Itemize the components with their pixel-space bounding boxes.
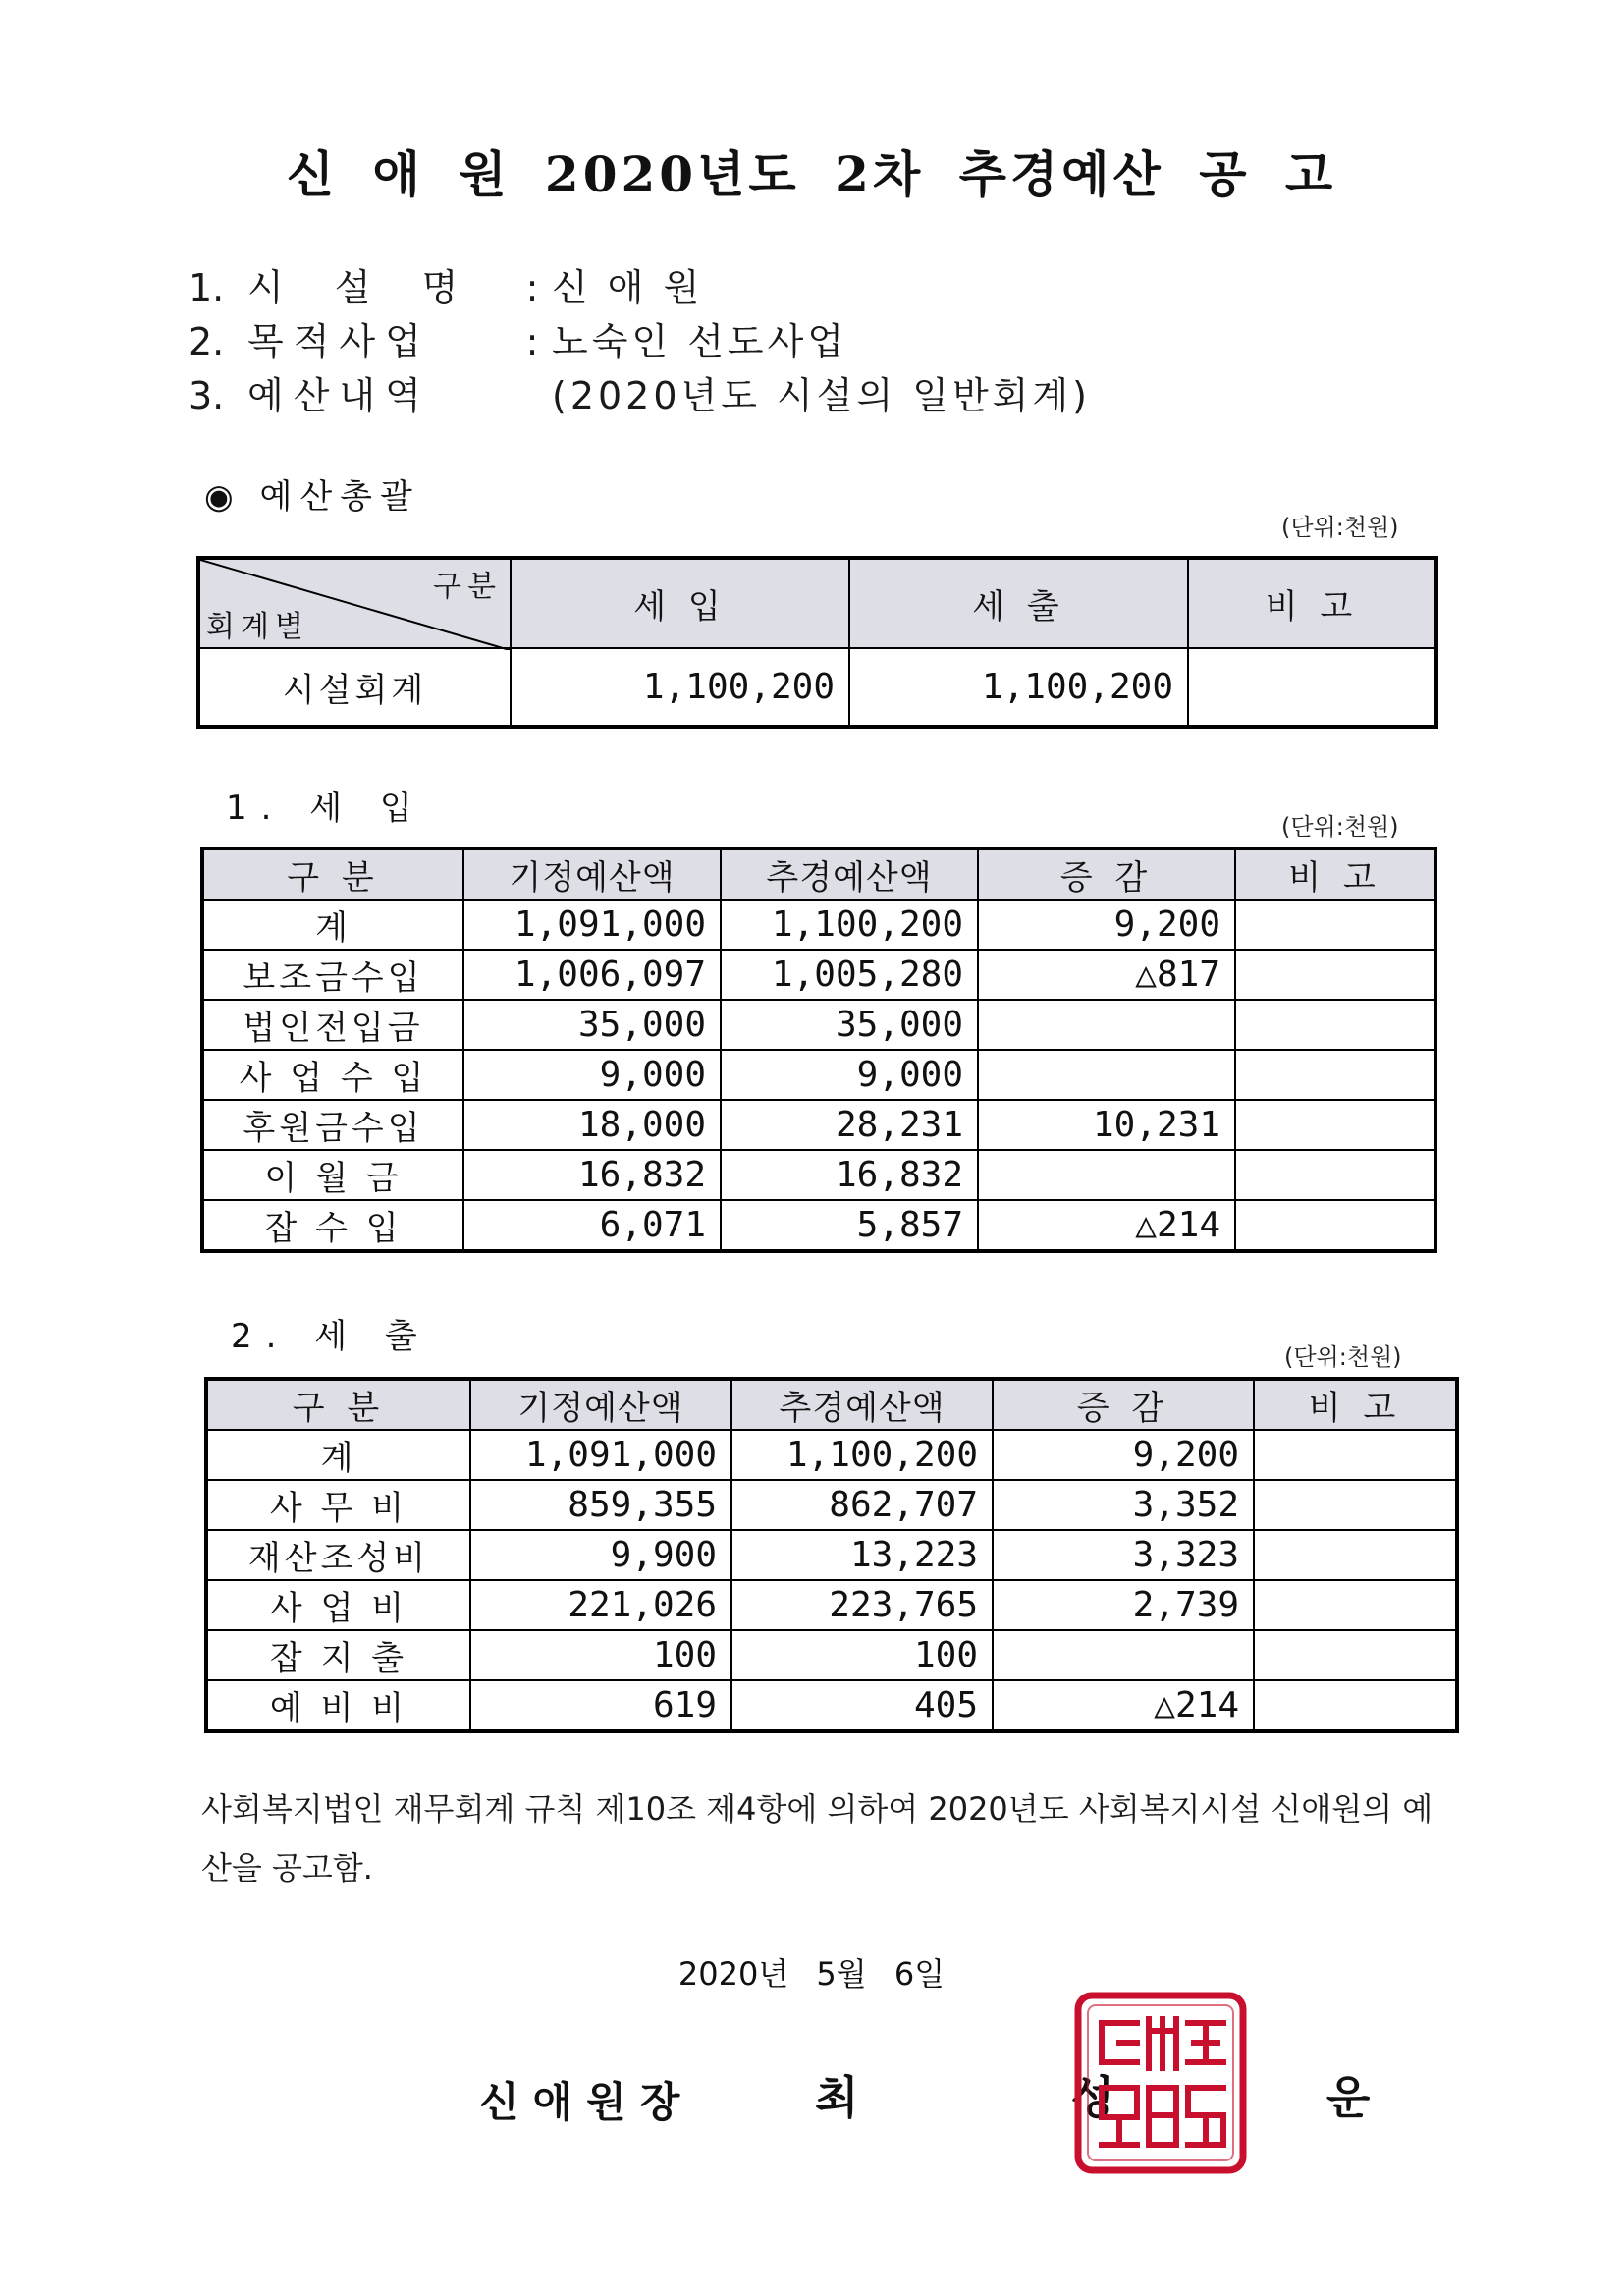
row-name: 사 무 비 — [206, 1480, 470, 1530]
row-change — [978, 1050, 1235, 1100]
row-revised: 9,000 — [721, 1050, 978, 1100]
row-revised: 28,231 — [721, 1100, 978, 1150]
row-change — [993, 1630, 1254, 1680]
row-change: △214 — [978, 1200, 1235, 1251]
row-base: 1,091,000 — [470, 1430, 731, 1480]
row-note — [1254, 1630, 1457, 1680]
info-label: 시 설 명 — [247, 266, 478, 309]
row-note — [1254, 1430, 1457, 1480]
expense-unit: (단위:천원) — [1284, 1343, 1402, 1371]
row-name: 법인전입금 — [202, 1000, 463, 1050]
revenue-header-note: 비 고 — [1235, 848, 1435, 900]
row-note — [1254, 1680, 1457, 1731]
row-revised: 1,100,200 — [731, 1430, 993, 1480]
expense-header-revised: 추경예산액 — [731, 1379, 993, 1430]
table-row — [206, 1530, 1457, 1580]
table-row — [202, 1200, 1435, 1251]
info-label: 목적사업 — [247, 320, 431, 363]
row-change: 10,231 — [978, 1100, 1235, 1150]
row-base: 9,000 — [463, 1050, 721, 1100]
row-base: 16,832 — [463, 1150, 721, 1200]
info-line-budget: 3. 예산내역 (2020년도 시설의 일반회계) — [189, 365, 1091, 419]
signer-role: 신애원장 — [479, 2078, 694, 2126]
summary-header-income: 세 입 — [511, 558, 849, 648]
expense-heading: 2. 세 출 — [231, 1317, 431, 1356]
info-value: (2020년도 시설의 일반회계) — [552, 374, 1091, 417]
row-note — [1235, 950, 1435, 1000]
summary-heading: ◉ 예산총괄 — [204, 477, 420, 517]
row-change — [978, 1150, 1235, 1200]
summary-row — [198, 648, 1436, 727]
row-note — [1254, 1480, 1457, 1530]
row-base: 9,900 — [470, 1530, 731, 1580]
row-base: 1,091,000 — [463, 900, 721, 950]
row-revised: 1,005,280 — [721, 950, 978, 1000]
row-revised: 5,857 — [721, 1200, 978, 1251]
revenue-table — [200, 847, 1437, 1253]
row-change: △817 — [978, 950, 1235, 1000]
row-name: 계 — [206, 1430, 470, 1480]
revenue-header-row — [202, 848, 1435, 900]
info-line-purpose: 2. 목적사업 : 노숙인 선도사업 — [189, 311, 847, 365]
summary-row-note — [1188, 648, 1436, 727]
row-name: 사 업 비 — [206, 1580, 470, 1630]
row-change: 9,200 — [993, 1430, 1254, 1480]
info-line-facility: 1. 시 설 명 : 신 애 원 — [189, 257, 703, 311]
row-name: 예 비 비 — [206, 1680, 470, 1731]
info-value: 노숙인 선도사업 — [552, 320, 848, 363]
row-note — [1235, 1050, 1435, 1100]
row-base: 18,000 — [463, 1100, 721, 1150]
expense-header-row — [206, 1379, 1457, 1430]
table-row — [206, 1430, 1457, 1480]
row-name: 재산조성비 — [206, 1530, 470, 1580]
row-note — [1235, 900, 1435, 950]
info-label: 예산내역 — [247, 374, 431, 417]
row-name: 잡 지 출 — [206, 1630, 470, 1680]
row-revised: 405 — [731, 1680, 993, 1731]
row-base: 6,071 — [463, 1200, 721, 1251]
summary-header-note: 비 고 — [1188, 558, 1436, 648]
summary-header-expense: 세 출 — [849, 558, 1188, 648]
row-revised: 1,100,200 — [721, 900, 978, 950]
row-base: 859,355 — [470, 1480, 731, 1530]
summary-row-expense: 1,100,200 — [849, 648, 1188, 727]
table-row — [206, 1680, 1457, 1731]
row-note — [1235, 1000, 1435, 1050]
row-change: 2,739 — [993, 1580, 1254, 1630]
summary-unit: (단위:천원) — [1281, 514, 1399, 541]
official-seal-icon — [1072, 1990, 1249, 2176]
expense-header-base: 기정예산액 — [470, 1379, 731, 1430]
signer-name: 최 성 운 — [815, 2071, 1469, 2124]
expense-table — [204, 1377, 1459, 1733]
summary-diagonal-header: 구분 회계별 — [198, 558, 511, 648]
page-title: 신 애 원 2020년도 2차 추경예산 공 고 — [286, 145, 1337, 203]
announcement-date: 2020년 5월 6일 — [677, 1955, 946, 1993]
revenue-header-base: 기정예산액 — [463, 848, 721, 900]
revenue-header-category: 구 분 — [202, 848, 463, 900]
row-note — [1254, 1580, 1457, 1630]
row-name: 이 월 금 — [202, 1150, 463, 1200]
row-change: △214 — [993, 1680, 1254, 1731]
summary-row-name: 시설회계 — [198, 648, 511, 727]
table-row — [206, 1480, 1457, 1530]
table-row — [206, 1580, 1457, 1630]
row-revised: 16,832 — [721, 1150, 978, 1200]
row-name: 후원금수입 — [202, 1100, 463, 1150]
row-name: 보조금수입 — [202, 950, 463, 1000]
row-note — [1235, 1150, 1435, 1200]
info-value: 신 애 원 — [552, 266, 704, 309]
row-revised: 223,765 — [731, 1580, 993, 1630]
summary-header-row — [198, 558, 1436, 648]
row-note — [1235, 1100, 1435, 1150]
revenue-heading: 1. 세 입 — [226, 789, 426, 828]
revenue-header-change: 증 감 — [978, 848, 1235, 900]
expense-header-note: 비 고 — [1254, 1379, 1457, 1430]
row-change — [978, 1000, 1235, 1050]
revenue-header-revised: 추경예산액 — [721, 848, 978, 900]
row-base: 35,000 — [463, 1000, 721, 1050]
row-name: 잡 수 입 — [202, 1200, 463, 1251]
row-name: 사 업 수 입 — [202, 1050, 463, 1100]
row-change: 3,323 — [993, 1530, 1254, 1580]
row-change: 9,200 — [978, 900, 1235, 950]
table-row — [202, 1050, 1435, 1100]
table-row — [202, 1000, 1435, 1050]
row-note — [1235, 1200, 1435, 1251]
row-base: 1,006,097 — [463, 950, 721, 1000]
row-revised: 35,000 — [721, 1000, 978, 1050]
row-revised: 862,707 — [731, 1480, 993, 1530]
summary-row-income: 1,100,200 — [511, 648, 849, 727]
expense-header-category: 구 분 — [206, 1379, 470, 1430]
summary-table — [196, 556, 1438, 729]
row-revised: 13,223 — [731, 1530, 993, 1580]
row-base: 619 — [470, 1680, 731, 1731]
row-note — [1254, 1530, 1457, 1580]
row-change: 3,352 — [993, 1480, 1254, 1530]
table-row — [202, 1150, 1435, 1200]
table-row — [202, 950, 1435, 1000]
table-row — [206, 1630, 1457, 1680]
row-base: 100 — [470, 1630, 731, 1680]
row-base: 221,026 — [470, 1580, 731, 1630]
announcement-statement: 사회복지법인 재무회계 규칙 제10조 제4항에 의하여 2020년도 사회복지시설 신애원의 예산을 공고함. — [201, 1790, 1434, 1886]
revenue-unit: (단위:천원) — [1281, 813, 1399, 841]
row-name: 계 — [202, 900, 463, 950]
table-row — [202, 1100, 1435, 1150]
row-revised: 100 — [731, 1630, 993, 1680]
table-row — [202, 900, 1435, 950]
expense-header-change: 증 감 — [993, 1379, 1254, 1430]
